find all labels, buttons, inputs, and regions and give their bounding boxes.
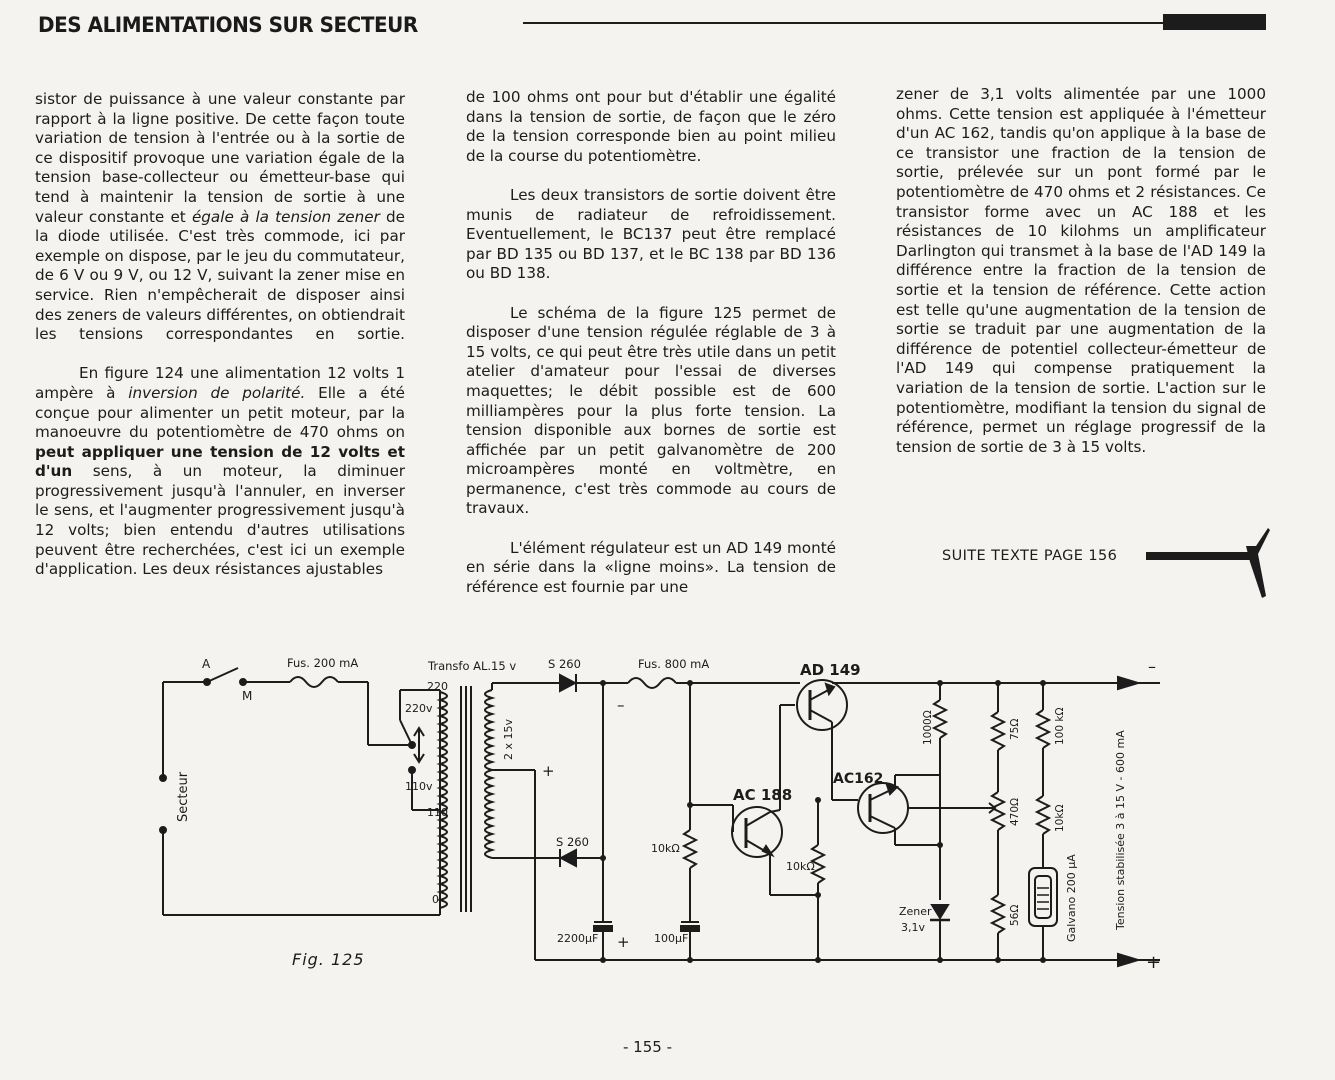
capacitor-2200uf [594, 926, 612, 931]
page-header-title: DES ALIMENTATIONS SUR SECTEUR [38, 13, 418, 37]
label-r56: 56Ω [1009, 904, 1021, 926]
page-number: - 155 - [623, 1038, 672, 1056]
label-zener: Zener [899, 905, 932, 918]
paragraph: En figure 124 une alimentation 12 volts 1 ampère à inversion de polarité. Elle a été conçue pour alimenter un petit moteur, par la manoeuvre du potentiomètre de 470 ohms on peut appliquer une tension de 12 volts et d'un sens, à un moteur, la diminuer progressivement jusqu'à l'annuler, en inverser le sens, et l'augmenter progressivement jusqu'à 12 volts; bien entendu d'autres utilisations peuvent être recherchées, c'est ici un exemple d'application. Les deux résistances ajustables [35, 364, 406, 579]
fuse-200ma [290, 677, 338, 687]
label-zener-voltage: 3,1v [901, 921, 926, 934]
label-r100k: 100 kΩ [1054, 707, 1066, 745]
transistor-ac162 [858, 783, 908, 833]
label-output-voltage: Tension stabilisée 3 à 15 V - 600 mA [1114, 730, 1127, 930]
continued-on-page-label: SUITE TEXTE PAGE 156 [942, 548, 1118, 564]
label-r10k-left: 10kΩ [651, 842, 680, 855]
label-c100: 100µF [654, 932, 689, 945]
label-tap-110: 110 [427, 806, 448, 819]
zener-diode [932, 905, 948, 918]
label-selector-110v: 110v [405, 780, 433, 793]
mains-input [160, 668, 440, 915]
transistor-ad149 [797, 680, 847, 730]
transformer [440, 686, 492, 915]
label-output-minus: – [1148, 657, 1156, 676]
diode-top [560, 675, 575, 691]
paragraph: L'élément régulateur est un AD 149 monté en série dans la «ligne moins». La tension de référence est fournie par une [466, 538, 836, 596]
label-fuse-200ma: Fus. 200 mA [287, 656, 359, 670]
label-plus-mid: + [542, 762, 555, 780]
label-ac188: AC 188 [733, 786, 793, 804]
paragraph: zener de 3,1 volts alimentée par une 1000 ohms. Cette tension est appliquée à l'émetteur d'un AC 162, tandis qu'on applique à la base de ce transistor une fraction de la tension de sortie, prélevée sur un pont formé par le potentiomètre de 470 ohms et 2 résistances. Ce transistor forme avec un AC 188 et les résistances de 10 kilohms un amplificateur Darlington qui transmet à la base de l'AD 149 la différence entre la fraction de la tension de sortie et la tension de référence. Cette action est telle qu'une augmentation de la tension de sortie se traduit par une augmentation de la différence de potentiel collecteur-émetteur de l'AD 149 qui compense pratiquement la variation de la tension de sortie. L'action sur le potentiomètre, modifiant la tension du signal de référence, permet un réglage progressif de la tension de sortie de 3 à 15 volts. [896, 85, 1266, 456]
resistor-100k [1037, 710, 1049, 748]
resistor-56 [992, 895, 1004, 933]
label-transformer: Transfo AL.15 v [428, 659, 517, 673]
label-secteur: Secteur [176, 771, 191, 822]
label-r10k-galvano: 10kΩ [1054, 804, 1066, 832]
label-plus-c: + [617, 933, 630, 951]
figure-caption: Fig. 125 [292, 950, 365, 969]
label-output-plus: + [1146, 952, 1162, 973]
resistor-10k-galvano [1037, 796, 1049, 834]
label-selector-220v: 220v [405, 702, 433, 715]
label-diode-top: S 260 [548, 657, 581, 671]
paragraph: Les deux transistors de sortie doivent être munis de radiateur de refroidissement. Eventuellement, le BC137 peut être remplacé par BD 135 ou BD 137, et le BC 138 par BD 136 ou BD 138. [466, 185, 836, 283]
label-ac162: AC162 [833, 771, 884, 787]
resistor-10k-left [684, 830, 696, 868]
label-secondary: 2 x 15v [502, 718, 515, 760]
label-r75: 75Ω [1009, 718, 1021, 740]
label-diode-bottom: S 260 [556, 835, 589, 849]
label-r1000: 1000Ω [922, 710, 934, 745]
capacitor-100uf [681, 926, 699, 931]
label-c2200: 2200µF [557, 932, 599, 945]
label-tap-0: 0 [432, 893, 439, 906]
label-ad149: AD 149 [800, 661, 861, 679]
paragraph: de 100 ohms ont pour but d'établir une égalité dans la tension de sortie, de façon que le zéro de la tension corresponde bien au point milieu de la course du potentiomètre. [466, 88, 836, 165]
switch-label-a: A [202, 657, 211, 671]
diode-bottom [561, 850, 576, 866]
resistor-75 [992, 712, 1004, 750]
label-r470: 470Ω [1009, 797, 1021, 826]
label-minus-top: – [617, 696, 625, 714]
switch-label-m: M [242, 689, 253, 703]
resistor-1000 [934, 700, 946, 738]
label-galvanometer: Galvano 200 µA [1065, 854, 1078, 942]
fuse-800ma [628, 678, 676, 688]
paragraph: Le schéma de la figure 125 permet de disposer d'une tension régulée réglable de 3 à 15 volts, ce qui peut être très utile dans un petit atelier d'amateur pour l'essai de diverses maquettes; le débit possible est de 600 milliampères pour la plus forte tension. La tension disponible aux bornes de sortie est affichée par un petit galvanomètre de 200 microampères monté en voltmètre, en permanence, c'est très commode au cours de travaux. [466, 303, 836, 518]
label-tap-220: 220 [427, 680, 448, 693]
galvanometer [1029, 868, 1057, 926]
label-r10k-right: 10kΩ [786, 860, 815, 873]
paragraph: sistor de puissance à une valeur constante par rapport à la ligne positive. De cette façon toute variation de tension à l'entrée ou à la sortie de ce dispositif provoque une variation égale de la tension base-collecteur ou émetteur-base qui tend à maintenir la tension de sortie à une valeur constante et égale à la tension zener de la diode utilisée. C'est très commode, ici par exemple on dispose, par le jeu du commutateur, de 6 V ou 9 V, ou 12 V, suivant la zener mise en service. Rien n'empêcherait de disposer ainsi des zeners de valeurs différentes, on obtiendrait les tensions correspondantes en sortie. [35, 90, 406, 344]
label-fuse-800ma: Fus. 800 mA [638, 657, 710, 671]
transistor-ac188 [732, 807, 782, 857]
potentiometer-470 [992, 792, 1004, 830]
